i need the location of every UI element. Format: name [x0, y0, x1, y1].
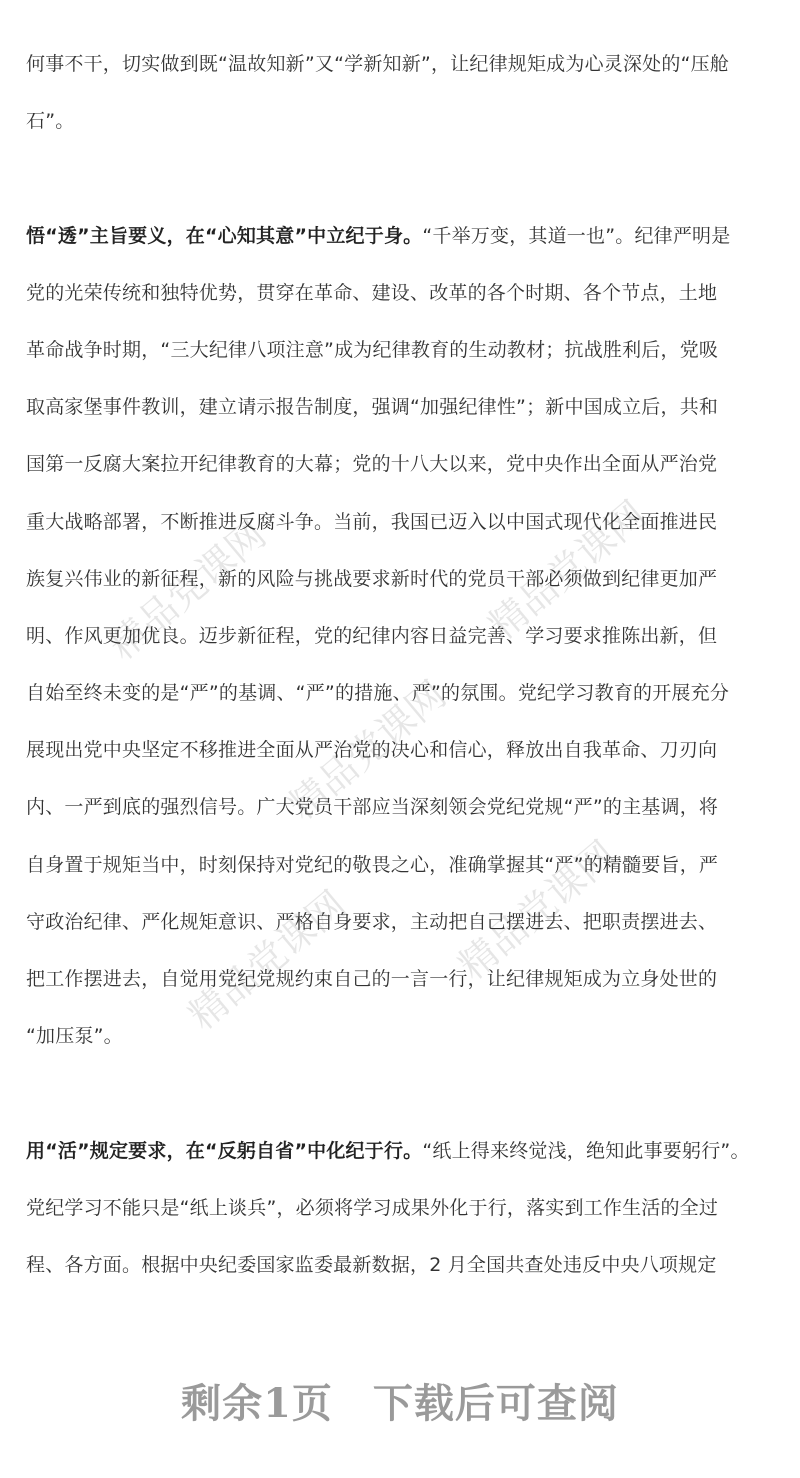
text-line: 自始至终未变的是“严”的基调、“严”的措施、严”的氛围。党纪学习教育的开展充分 — [26, 682, 730, 705]
text-line: 重大战略部署，不断推进反腐斗争。当前，我国已迈入以中国式现代化全面推进民 — [26, 510, 718, 533]
text-line: 党纪学习不能只是“纸上谈兵”，必须将学习成果外化于行，落实到工作生活的全过 — [26, 1196, 719, 1219]
paragraph-text: “千举万变，其道一也”。纪律严明是 — [422, 224, 731, 247]
text-line: 程、各方面。根据中央纪委国家监委最新数据，2 月全国共查处违反中央八项规定 — [26, 1253, 717, 1276]
paragraph-three — [26, 1123, 776, 1295]
watermark-text: 精品党课网 — [180, 882, 355, 1039]
paragraph-intro — [26, 36, 776, 150]
text-line: 国第一反腐大案拉开纪律教育的大幕；党的十八大以来，党中央作出全面从严治党 — [26, 453, 718, 476]
text-line: 把工作摆进去，自觉用党纪党规约束自己的一言一行，让纪律规矩成为立身处世的 — [26, 968, 718, 990]
text-line — [26, 1123, 776, 1180]
text-line: 守政治纪律、严化规矩意识、严格自身要求，主动把自己摆进去、把职责摆进去、 — [26, 910, 718, 933]
text-line: 革命战争时期，“三大纪律八项注意”成为纪律教育的生动教材；抗战胜利后，党吸 — [26, 338, 719, 361]
text-line: 展现出党中央坚定不移推进全面从严治党的决心和信心，释放出自我革命、刀刃向 — [26, 739, 718, 762]
text-line: “加压泵”。 — [26, 1025, 123, 1048]
text-line: 党的光荣传统和独特优势，贯穿在革命、建设、改革的各个时期、各个节点，土地 — [26, 281, 718, 304]
watermark-text: 精品党课网 — [450, 832, 625, 989]
text-line: 自身置于规矩当中，时刻保持对党纪的敬畏之心，准确掌握其“严”的精髓要旨，严 — [26, 853, 719, 876]
text-line: 石”。 — [26, 110, 75, 133]
download-prompt-banner[interactable] — [0, 1372, 800, 1429]
remaining-pages-label: 剩余1页 — [181, 1380, 333, 1427]
text-line: 何事不干，切实做到既“温故知新”又“学新知新”，让纪律规矩成为心灵深处的“压舱 — [26, 53, 730, 75]
watermark-text: 精品党课网 — [280, 672, 455, 829]
download-to-view-label[interactable]: 下载后可查阅 — [372, 1380, 619, 1427]
text-line: 族复兴伟业的新征程，新的风险与挑战要求新时代的党员干部必须做到纪律更加严 — [26, 567, 718, 590]
text-line — [26, 208, 776, 265]
paragraph-two — [26, 208, 776, 1066]
text-line: 明、作风更加优良。迈步新征程，党的纪律内容日益完善、学习要求推陈出新，但 — [26, 624, 718, 647]
text-line: 取高家堡事件教训，建立请示报告制度，强调“加强纪律性”；新中国成立后，共和 — [26, 396, 719, 419]
text-line: 内、一严到底的强烈信号。广大党员干部应当深刻领会党纪党规“严”的主基调，将 — [26, 796, 719, 819]
paragraph-heading: 用“活”规定要求，在“反躬自省”中化纪于行。 — [26, 1139, 423, 1162]
watermark-text: 精品党课网 — [100, 512, 275, 669]
paragraph-text: “纸上得来终觉浅，绝知此事要躬行”。 — [422, 1139, 750, 1162]
paragraph-heading: 悟“透”主旨要义，在“心知其意”中立纪于身。 — [26, 224, 423, 247]
watermark-text: 精品党课网 — [480, 492, 655, 649]
document-body — [26, 36, 776, 1294]
